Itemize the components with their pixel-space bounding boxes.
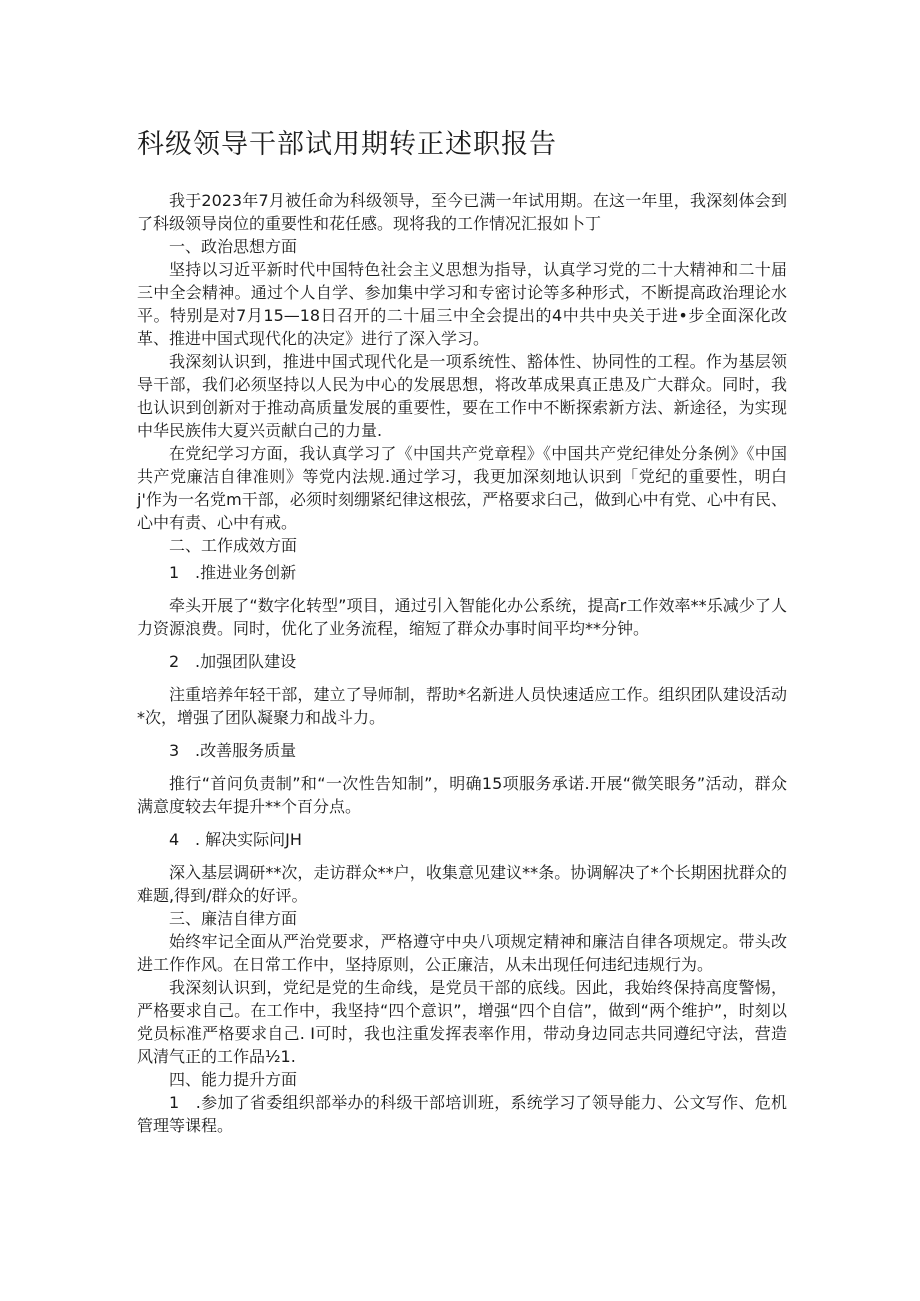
political-paragraph-1: 坚持以习近平新时代中国特色社会主义思想为指导，认真学习党的二十大精神和二十届三中全会精神。通过个人自学、参加集中学习和专密讨论等多种形式，不断提高政治理论水平。特别是对7月15—18日召开的二十届三中全会提出的4中共中央关于进•步全面深化改革、推进中国式现代化的决定》进行了深入学习。 [137, 260, 787, 348]
integrity-paragraph-1: 始终牢记全面从严治党要求，严格遵守中央八项规定精神和廉洁自律各项规定。带头改进工作作风。在日常工作中，坚持原则，公正廉洁，从未出现任何违纪违规行为。 [137, 932, 787, 974]
ability-paragraph-1: 1 .参加了省委组织部举办的科级干部培训班，系统学习了领导能力、公文写作、危机管理等课程。 [137, 1093, 787, 1135]
document-page [137, 126, 787, 1137]
political-paragraph-3: 在党纪学习方面，我认真学习了《中国共产党章程》《中国共产党纪律处分条例》《中国共产党廉洁自律准则》等党内法规.通过学习，我更加深刻地认识到「党纪的重要性，明白j'作为一名党m干部，必须时刻绷紧纪律这根弦，严格要求臼己，做到心中有党、心中有民、心中有责、心中有戒。 [137, 444, 787, 532]
work-item-heading-3 [137, 739, 787, 762]
work-item-title: . 解决实际问JH [195, 830, 302, 849]
work-item-heading-1 [137, 561, 787, 584]
political-paragraph-2: 我深刻认识到，推进中国式现代化是一项系统性、豁体性、协同性的工程。作为基层领导干部，我们必须坚持以人民为中心的发展思想，将改革成果真正患及广大群众。同时，我也认识到创新对于推动高质量发展的重要性，要在工作中不断探索新方法、新途径，为实现中华民族伟大夏兴贡献白己的力量. [137, 352, 787, 440]
integrity-paragraph-2: 我深刻认识到，党纪是党的生命线，是党员干部的底线。因此，我始终保持高度警惕，严格要求自己。在工作中，我坚持“四个意识”，增强“四个自信”，做到“两个维护”，时刻以党员标准严格要求自己. I可时，我也注重发挥表率作用，带动身边同志共同遵纪守法，营造风清气正的工作品½1. [137, 978, 787, 1066]
section-heading-political: 一、政治思想方面 [169, 237, 298, 256]
work-item-number: 2 [169, 652, 180, 671]
work-item-title: .推进业务创新 [195, 563, 297, 582]
work-item-text-1: 牵头开展了“数字化转型”项目，通过引入智能化办公系统，提高r工作效率**乐减少了人力资源浪费。同时，优化了业务流程，缩短了群众办事时间平均**分钟。 [137, 596, 787, 638]
work-item-number: 1 [169, 563, 180, 582]
work-item-title: .改善服务质量 [195, 741, 297, 760]
intro-paragraph: 我于2023年7月被任命为科级领导，至今已满一年试用期。在这一年里，我深刻体会到了科级领导岗位的重要性和花任感。现将我的工作情况汇报如卜丁 [137, 191, 787, 233]
work-item-heading-4 [137, 828, 787, 851]
work-item-number: 3 [169, 741, 180, 760]
work-item-title: .加强团队建设 [195, 652, 297, 671]
work-item-text-3: 推行“首问负责制”和“一次性告知制”，明确15项服务承诺.开展“微笑眼务”活动，群众满意度较去年提升**个百分点。 [137, 774, 787, 816]
work-item-heading-2 [137, 650, 787, 673]
section-heading-integrity: 三、廉洁自律方面 [169, 909, 298, 928]
work-item-text-4: 深入基层调研**次，走访群众**户，收集意见建议**条。协调解决了*个长期困扰群众的难题,得到/群众的好评。 [137, 863, 787, 905]
work-item-number: 4 [169, 830, 180, 849]
work-item-text-2: 注重培养年轻干部，建立了导师制，帮助*名新进人员快速适应工作。组织团队建设活动*次，增强了团队凝聚力和战斗力。 [137, 685, 787, 727]
section-heading-ability: 四、能力提升方面 [169, 1070, 298, 1089]
document-title: 科级领导干部试用期转正述职报告 [137, 129, 557, 160]
section-heading-work-results: 二、工作成效方面 [169, 536, 298, 555]
